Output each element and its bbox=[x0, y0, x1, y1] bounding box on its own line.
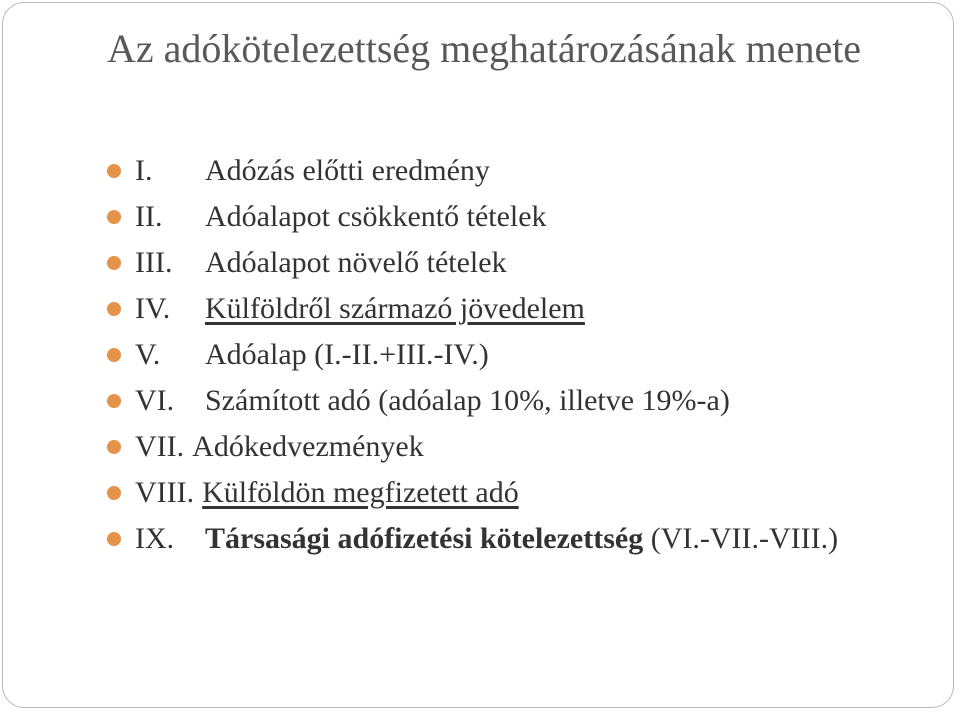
item-number: VI. bbox=[135, 384, 175, 417]
bullet-icon bbox=[107, 532, 121, 546]
item-number: II. bbox=[135, 200, 163, 233]
slide-title: Az adókötelezettség meghatározásának menete bbox=[107, 26, 862, 71]
item-number: I. bbox=[135, 154, 153, 187]
item-text: Adóalapot növelő tételek bbox=[205, 246, 507, 279]
item-text: Adózás előtti eredmény bbox=[205, 154, 490, 187]
list-item bbox=[107, 521, 897, 557]
bullet-icon bbox=[107, 302, 121, 316]
slide bbox=[2, 2, 954, 708]
bullet-list bbox=[107, 153, 897, 567]
item-suffix: (VI.-VII.-VIII.) bbox=[650, 522, 839, 555]
item-number: VII. bbox=[135, 430, 185, 463]
item-number: IV. bbox=[135, 292, 171, 325]
bullet-icon bbox=[107, 164, 121, 178]
item-text: Adóalapot csökkentő tételek bbox=[205, 200, 547, 233]
item-number: IX. bbox=[135, 522, 175, 555]
list-item bbox=[107, 245, 897, 281]
list-item bbox=[107, 383, 897, 419]
bullet-icon bbox=[107, 486, 121, 500]
item-text: Számított adó (adóalap 10%, illetve 19%-a) bbox=[205, 384, 730, 417]
item-text: Társasági adófizetési kötelezettség bbox=[205, 522, 644, 555]
item-number: VIII. bbox=[135, 476, 195, 509]
item-text: Külföldön megfizetett adó bbox=[202, 476, 519, 509]
item-text: Adókedvezmények bbox=[192, 430, 424, 463]
list-item bbox=[107, 475, 897, 511]
bullet-icon bbox=[107, 348, 121, 362]
item-number: V. bbox=[135, 338, 161, 371]
list-item bbox=[107, 199, 897, 235]
bullet-icon bbox=[107, 394, 121, 408]
bullet-icon bbox=[107, 210, 121, 224]
item-number: III. bbox=[135, 246, 173, 279]
list-item bbox=[107, 291, 897, 327]
bullet-icon bbox=[107, 440, 121, 454]
list-item bbox=[107, 337, 897, 373]
list-item bbox=[107, 153, 897, 189]
list-item bbox=[107, 429, 897, 465]
bullet-icon bbox=[107, 256, 121, 270]
item-text: Adóalap (I.-II.+III.-IV.) bbox=[205, 338, 489, 371]
item-text: Külföldről származó jövedelem bbox=[205, 292, 585, 325]
